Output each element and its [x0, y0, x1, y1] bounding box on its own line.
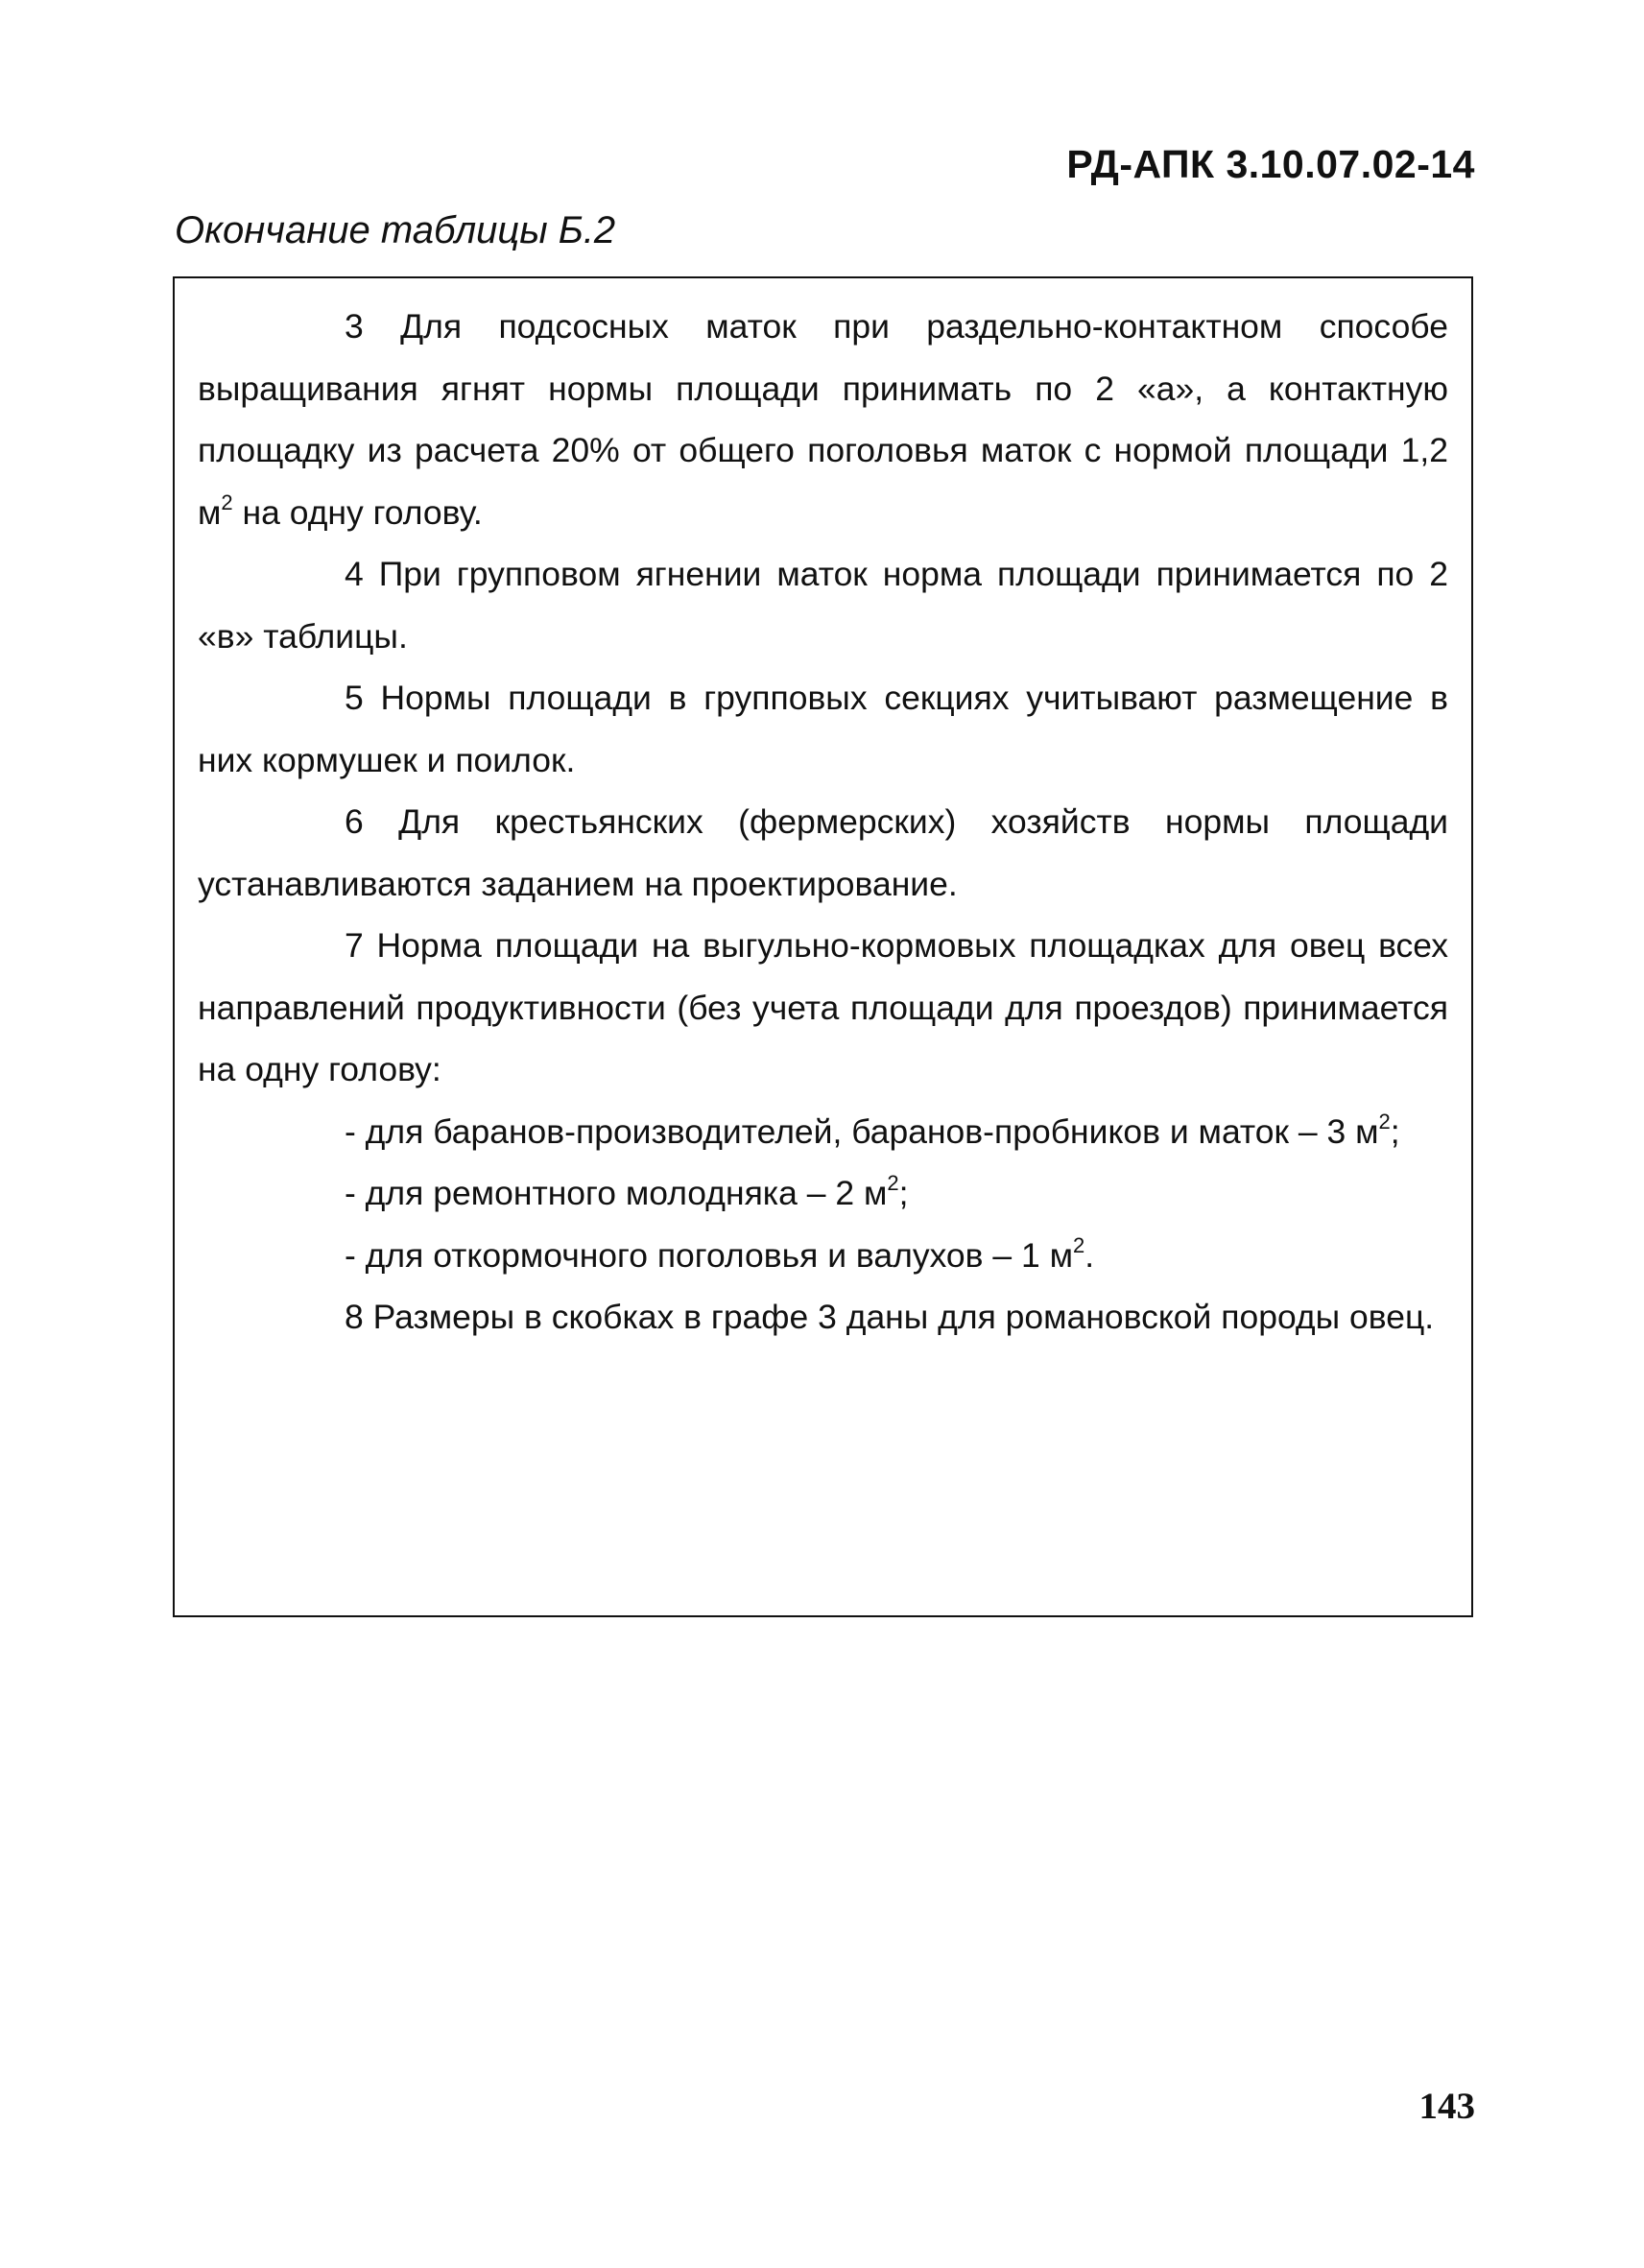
table-notes-box — [173, 276, 1473, 1617]
note-4: 4 При групповом ягнении маток норма площади принимается по 2 «в» таблицы. — [198, 555, 1448, 656]
note-7-item-rams-tail: ; — [1390, 1111, 1400, 1151]
note-3-text: 3 Для подсосных маток при раздельно-контактном способе выращивания ягнят нормы площади принимать по 2 «а», а контактную площадку из расчета 20% от общего поголовья маток с нормой площади 1,2 м — [198, 307, 1448, 532]
note-7-item-fattening — [198, 1225, 1448, 1287]
note-6: 6 Для крестьянских (фермерских) хозяйств нормы площади устанавливаются заданием на проектирование. — [198, 802, 1448, 903]
note-3-tail: на одну голову. — [232, 492, 483, 532]
document-code: РД-АПК 3.10.07.02-14 — [1066, 142, 1475, 186]
table-caption: Окончание таблицы Б.2 — [175, 209, 616, 251]
note-7-item-young-exponent: 2 — [887, 1171, 899, 1195]
note-7-item-fattening-tail: . — [1084, 1235, 1095, 1275]
note-7-item-rams — [198, 1101, 1448, 1163]
note-8: 8 Размеры в скобках в графе 3 даны для романовской породы овец. — [345, 1298, 1435, 1336]
note-7-item-young-text: - для ремонтного молодняка – 2 м — [345, 1174, 888, 1212]
note-3-exponent: 2 — [221, 489, 233, 514]
note-7: 7 Норма площади на выгульно-кормовых площадках для овец всех направлений продуктивности (без учета площади для проездов) принимается на одну голову: — [198, 926, 1448, 1088]
note-7-item-young — [198, 1162, 1448, 1225]
note-7-item-rams-text: - для баранов-производителей, баранов-пробников и маток – 3 м — [345, 1111, 1379, 1151]
note-7-item-fattening-exponent: 2 — [1073, 1232, 1085, 1257]
page-number: 143 — [1418, 2086, 1475, 2127]
note-7-item-fattening-text: - для откормочного поголовья и валухов – 1 м — [345, 1235, 1074, 1275]
note-5: 5 Нормы площади в групповых секциях учитывают размещение в них кормушек и поилок. — [198, 679, 1448, 779]
note-7-item-rams-exponent: 2 — [1378, 1109, 1391, 1134]
note-7-item-young-tail: ; — [898, 1174, 909, 1212]
note-3 — [198, 296, 1448, 543]
